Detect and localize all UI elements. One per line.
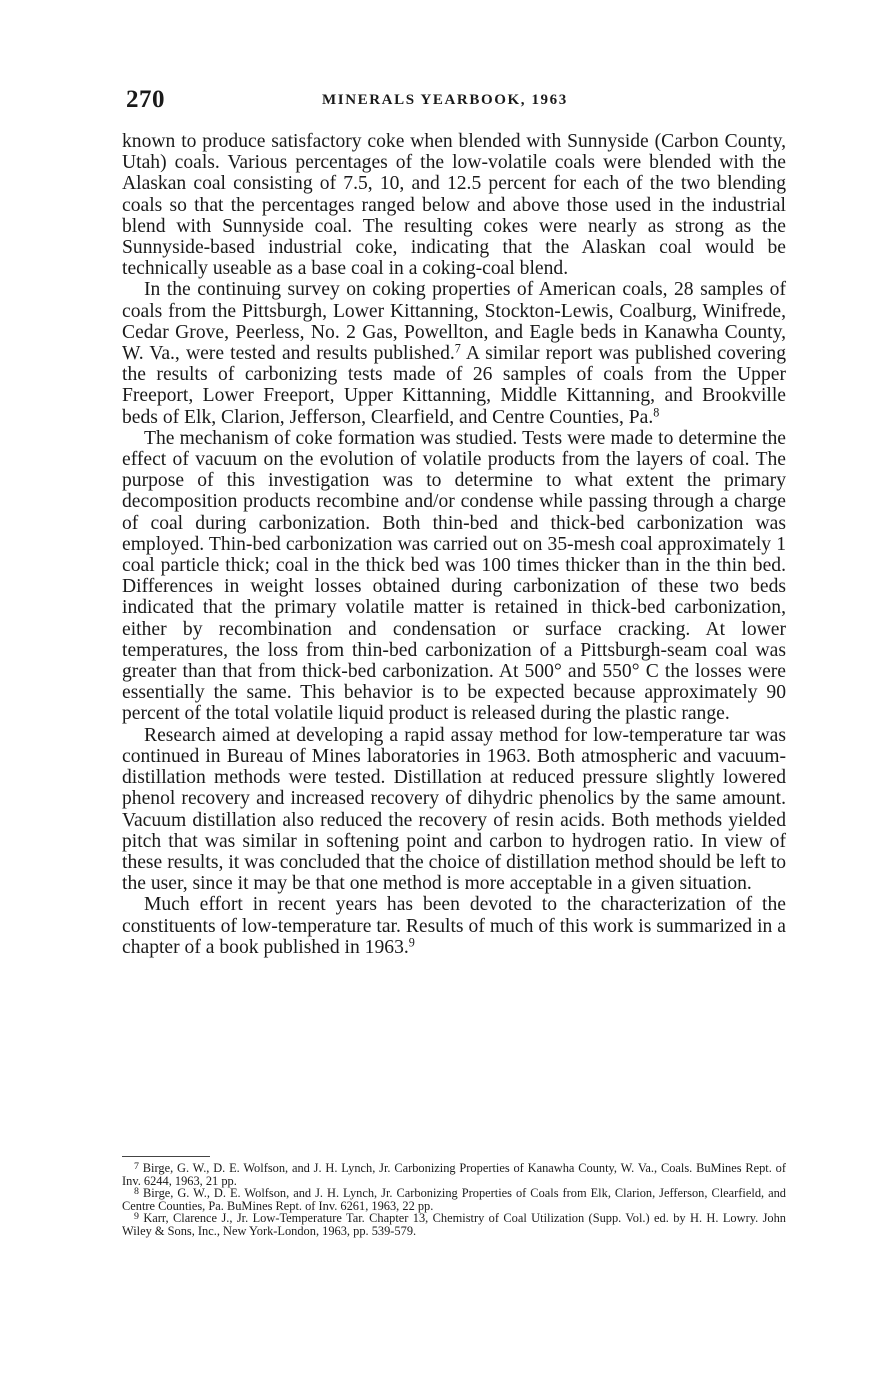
paragraph-text: known to produce satisfactory coke when blended with Sunnyside (Carbon County, Utah) coals. Various percentages of the low-volatile coals were blended with the Alaskan coal consisting of 7.5, 10, and 12.5 percent for each of the two blending coals so that the percentages ranged below and above those used in the industrial blend with Sunnyside coal. The resulting cokes were nearly as strong as the Sunnyside-based industrial coke, indicating that the Alaskan coal would be technically useable as a base coal in a coking-coal blend. [122,131,786,280]
running-title: MINERALS YEARBOOK, 1963 [322,92,568,108]
paragraph-text: The mechanism of coke formation was studied. Tests were made to determine the effect of vacuum on the evolution of volatile products from the layers of coal. The purpose of this investigation was to determine to what extent the primary decomposition products recombine and/or condense while passing through a charge of coal during carbonization. Both thin-bed and thick-bed carbonization was employed. Thin-bed carbonization was carried out on 35-mesh coal approximately 1 coal particle thick; coal in the thick bed was 100 times thicker than in the thin bed. Differences in weight losses obtained during carbonization of these two beds indicated that the primary volatile matter is retained in thick-bed carbonization, either by recombination and condensation or surface cracking. At lower temperatures, the loss from thin-bed carbonization of a Pittsburgh-seam coal was greater than that from thick-bed carbonization. At 500° and 550° C the losses were essentially the same. This behavior is to be expected because approximately 90 percent of the total volatile liquid product is released during the plastic range. [122,427,786,725]
body-paragraph [122,131,786,279]
body-paragraph [122,428,786,725]
footnote [122,1187,786,1212]
footnote-reference: 7 [454,341,461,356]
footnote-marker: 7 [134,1161,139,1173]
footnote-reference: 8 [653,404,660,419]
body-paragraph [122,279,786,427]
paragraph-text: Much effort in recent years has been devoted to the characterization of the constituents of low-temperature tar. Results of much of this work is summarized in a chapter of a book published in 1963. [122,894,786,958]
footnote-marker: 9 [134,1211,139,1223]
page-number: 270 [126,86,165,113]
footnote-text: Birge, G. W., D. E. Wolfson, and J. H. Lynch, Jr. Carbonizing Properties of Coals from Elk, Clarion, Jefferson, Clearfield, and Centre Counties, Pa. BuMines Rept. of Inv. 6261, 1963, 22 pp. [122,1186,786,1213]
footnotes [122,1162,786,1238]
body-text [122,131,786,958]
footnote-rule [122,1156,210,1157]
footnote-marker: 8 [134,1186,139,1198]
paragraph-text: A similar report was published covering the results of carbonizing tests made of 26 samples of coals from the Upper Freeport, Lower Freeport, Upper Kittanning, Middle Kittanning, and Brookville beds of Elk, Clarion, Jefferson, Clearfield, and Centre Counties, Pa. [122,343,786,428]
footnote-reference: 9 [408,935,415,950]
body-paragraph [122,894,786,958]
footnote-text: Karr, Clarence J., Jr. Low-Temperature Tar. Chapter 13, Chemistry of Coal Utilization (Supp. Vol.) ed. by H. H. Lowry. John Wiley & Sons, Inc., New York-London, 1963, pp. 539-579. [122,1211,786,1238]
paragraph-text: In the continuing survey on coking properties of American coals, 28 samples of coals from the Pittsburgh, Lower Kittanning, Stockton-Lewis, Coalburg, Winifrede, Cedar Grove, Peerless, No. 2 Gas, Powellton, and Eagle beds in Kanawha County, W. Va., were tested and results published. [122,279,786,365]
footnote [122,1212,786,1237]
running-head [126,86,782,116]
paragraph-text: Research aimed at developing a rapid assay method for low-temperature tar was continued in Bureau of Mines laboratories in 1963. Both atmospheric and vacuum-distillation methods were tested. Distillation at reduced pressure slightly lowered phenol recovery and increased recovery of dihydric phenolics by the same amount. Vacuum distillation also reduced the recovery of resin acids. Both methods yielded pitch that was similar in softening point and carbon to hydrogen ratio. In view of these results, it was concluded that the choice of distillation method should be left to the user, since it may be that one method is more acceptable in a given situation. [122,724,786,895]
footnote-text: Birge, G. W., D. E. Wolfson, and J. H. Lynch, Jr. Carbonizing Properties of Kanawha County, W. Va., Coals. BuMines Rept. of Inv. 6244, 1963, 21 pp. [122,1161,786,1188]
body-paragraph [122,725,786,895]
footnote [122,1162,786,1187]
